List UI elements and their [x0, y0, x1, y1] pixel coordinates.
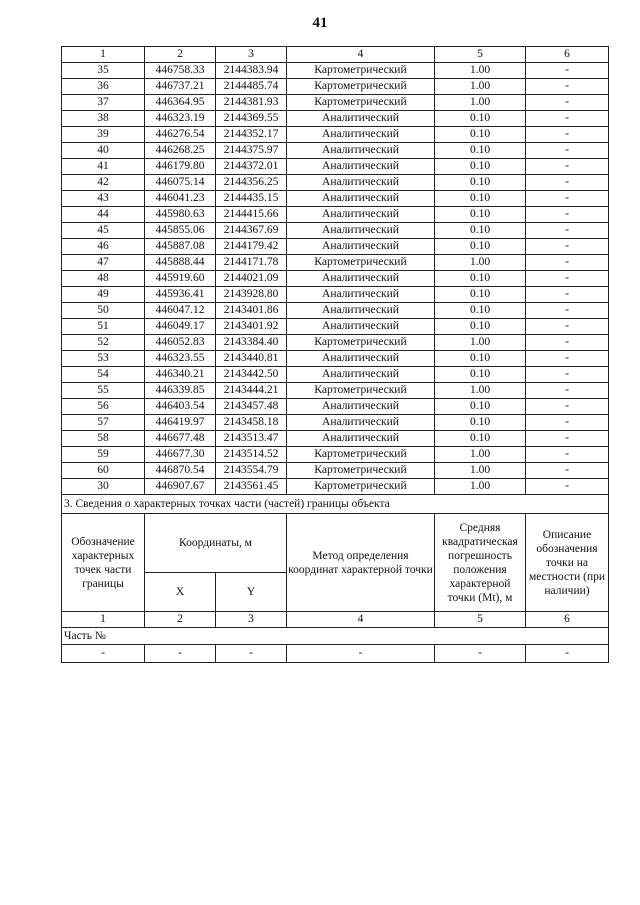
column-number: 6 — [526, 612, 609, 628]
point-number: 46 — [62, 239, 145, 255]
section-title-row — [62, 495, 609, 514]
description: - — [526, 367, 609, 383]
point-number: 53 — [62, 351, 145, 367]
table-row — [62, 335, 609, 351]
description: - — [526, 271, 609, 287]
table-row — [62, 111, 609, 127]
method: Аналитический — [287, 303, 435, 319]
description: - — [526, 447, 609, 463]
accuracy-mt: 0.10 — [435, 239, 526, 255]
accuracy-mt: 0.10 — [435, 111, 526, 127]
coord-y: 2143458.18 — [216, 415, 287, 431]
point-number: 59 — [62, 447, 145, 463]
table-row — [62, 191, 609, 207]
coord-x: 446052.83 — [145, 335, 216, 351]
table-row — [62, 287, 609, 303]
coord-y: 2143928.80 — [216, 287, 287, 303]
coord-y: 2143384.40 — [216, 335, 287, 351]
accuracy-mt: 0.10 — [435, 367, 526, 383]
description: - — [526, 383, 609, 399]
description: - — [526, 351, 609, 367]
table-row — [62, 351, 609, 367]
description: - — [526, 143, 609, 159]
point-number: 42 — [62, 175, 145, 191]
accuracy-mt: 0.10 — [435, 143, 526, 159]
coord-y: 2144383.94 — [216, 63, 287, 79]
section-title: 3. Сведения о характерных точках части (частей) границы объекта — [62, 495, 609, 514]
table-cell: - — [145, 645, 216, 663]
point-number: 35 — [62, 63, 145, 79]
table-row — [62, 463, 609, 479]
coord-y: 2144375.97 — [216, 143, 287, 159]
coord-x: 446276.54 — [145, 127, 216, 143]
method: Картометрический — [287, 383, 435, 399]
accuracy-mt: 0.10 — [435, 319, 526, 335]
description: - — [526, 463, 609, 479]
coord-x: 445980.63 — [145, 207, 216, 223]
method: Аналитический — [287, 351, 435, 367]
coord-x: 446758.33 — [145, 63, 216, 79]
coord-x: 446041.23 — [145, 191, 216, 207]
coord-y: 2143442.50 — [216, 367, 287, 383]
part-row — [62, 628, 609, 645]
table-row — [62, 255, 609, 271]
accuracy-mt: 1.00 — [435, 255, 526, 271]
coord-x: 446049.17 — [145, 319, 216, 335]
point-number: 52 — [62, 335, 145, 351]
table-cell: - — [62, 645, 145, 663]
column-number: 1 — [62, 612, 145, 628]
table-row — [62, 319, 609, 335]
point-number: 54 — [62, 367, 145, 383]
coord-y: 2144369.55 — [216, 111, 287, 127]
coord-x: 446364.95 — [145, 95, 216, 111]
method: Картометрический — [287, 95, 435, 111]
point-number: 40 — [62, 143, 145, 159]
table-row — [62, 79, 609, 95]
coord-y: 2144367.69 — [216, 223, 287, 239]
table-row — [62, 127, 609, 143]
accuracy-mt: 0.10 — [435, 207, 526, 223]
description: - — [526, 479, 609, 495]
method: Картометрический — [287, 63, 435, 79]
table-row — [62, 271, 609, 287]
coord-x: 446075.14 — [145, 175, 216, 191]
coord-y: 2144352.17 — [216, 127, 287, 143]
header-coordinates: Координаты, м — [145, 514, 287, 573]
method: Аналитический — [287, 207, 435, 223]
coord-y: 2144372.01 — [216, 159, 287, 175]
description: - — [526, 335, 609, 351]
point-number: 55 — [62, 383, 145, 399]
column-number: 4 — [287, 612, 435, 628]
table-cell: - — [526, 645, 609, 663]
method: Аналитический — [287, 239, 435, 255]
method: Аналитический — [287, 271, 435, 287]
column-number: 6 — [526, 47, 609, 63]
table-row — [62, 431, 609, 447]
table-cell: - — [287, 645, 435, 663]
coord-y: 2144485.74 — [216, 79, 287, 95]
point-number: 58 — [62, 431, 145, 447]
accuracy-mt: 1.00 — [435, 63, 526, 79]
point-number: 43 — [62, 191, 145, 207]
accuracy-mt: 1.00 — [435, 383, 526, 399]
description: - — [526, 207, 609, 223]
header-method: Метод определения координат характерной точки — [287, 514, 435, 612]
accuracy-mt: 0.10 — [435, 271, 526, 287]
description: - — [526, 191, 609, 207]
header-x: X — [145, 573, 216, 612]
accuracy-mt: 0.10 — [435, 127, 526, 143]
section-column-number-row — [62, 612, 609, 628]
accuracy-mt: 0.10 — [435, 223, 526, 239]
accuracy-mt: 1.00 — [435, 95, 526, 111]
description: - — [526, 127, 609, 143]
coord-x: 445855.06 — [145, 223, 216, 239]
coord-x: 446419.97 — [145, 415, 216, 431]
column-number: 2 — [145, 47, 216, 63]
method: Аналитический — [287, 319, 435, 335]
page-number: 41 — [312, 15, 328, 31]
coord-y: 2144021.09 — [216, 271, 287, 287]
method: Картометрический — [287, 479, 435, 495]
point-number: 51 — [62, 319, 145, 335]
point-number: 36 — [62, 79, 145, 95]
point-number: 45 — [62, 223, 145, 239]
coord-x: 446323.19 — [145, 111, 216, 127]
coord-y: 2144356.25 — [216, 175, 287, 191]
coord-x: 446737.21 — [145, 79, 216, 95]
column-number-row — [62, 47, 609, 63]
point-number: 49 — [62, 287, 145, 303]
coord-x: 445919.60 — [145, 271, 216, 287]
coord-x: 445887.08 — [145, 239, 216, 255]
point-number: 38 — [62, 111, 145, 127]
table-row — [62, 223, 609, 239]
coord-x: 446677.30 — [145, 447, 216, 463]
description: - — [526, 223, 609, 239]
method: Аналитический — [287, 143, 435, 159]
accuracy-mt: 0.10 — [435, 287, 526, 303]
coord-y: 2143401.92 — [216, 319, 287, 335]
table-row — [62, 303, 609, 319]
point-number: 37 — [62, 95, 145, 111]
method: Картометрический — [287, 447, 435, 463]
coord-y: 2143457.48 — [216, 399, 287, 415]
description: - — [526, 399, 609, 415]
coord-y: 2143514.52 — [216, 447, 287, 463]
coord-y: 2143401.86 — [216, 303, 287, 319]
point-number: 60 — [62, 463, 145, 479]
coord-y: 2144171.78 — [216, 255, 287, 271]
accuracy-mt: 0.10 — [435, 159, 526, 175]
description: - — [526, 303, 609, 319]
part-label: Часть № — [62, 628, 609, 645]
description: - — [526, 255, 609, 271]
coord-y: 2143444.21 — [216, 383, 287, 399]
accuracy-mt: 1.00 — [435, 479, 526, 495]
coord-x: 446339.85 — [145, 383, 216, 399]
coord-x: 446323.55 — [145, 351, 216, 367]
accuracy-mt: 0.10 — [435, 191, 526, 207]
coord-y: 2143554.79 — [216, 463, 287, 479]
point-number: 56 — [62, 399, 145, 415]
coord-y: 2144179.42 — [216, 239, 287, 255]
table-cell: - — [216, 645, 287, 663]
method: Аналитический — [287, 287, 435, 303]
description: - — [526, 239, 609, 255]
table-row — [62, 63, 609, 79]
description: - — [526, 175, 609, 191]
accuracy-mt: 1.00 — [435, 335, 526, 351]
description: - — [526, 415, 609, 431]
table-row — [62, 159, 609, 175]
table-row — [62, 143, 609, 159]
description: - — [526, 95, 609, 111]
description: - — [526, 79, 609, 95]
accuracy-mt: 1.00 — [435, 79, 526, 95]
table-row — [62, 175, 609, 191]
method: Картометрический — [287, 463, 435, 479]
coord-y: 2144435.15 — [216, 191, 287, 207]
column-number: 3 — [216, 612, 287, 628]
method: Картометрический — [287, 335, 435, 351]
coord-x: 445936.41 — [145, 287, 216, 303]
header-description: Описание обозначения точки на местности (при наличии) — [526, 514, 609, 612]
header-y: Y — [216, 573, 287, 612]
column-number: 5 — [435, 612, 526, 628]
table-row — [62, 383, 609, 399]
accuracy-mt: 0.10 — [435, 415, 526, 431]
empty-row — [62, 645, 609, 663]
accuracy-mt: 1.00 — [435, 447, 526, 463]
accuracy-mt: 1.00 — [435, 463, 526, 479]
table-row — [62, 95, 609, 111]
coord-x: 446047.12 — [145, 303, 216, 319]
method: Аналитический — [287, 415, 435, 431]
accuracy-mt: 0.10 — [435, 351, 526, 367]
method: Аналитический — [287, 223, 435, 239]
point-number: 41 — [62, 159, 145, 175]
method: Аналитический — [287, 111, 435, 127]
coord-x: 446340.21 — [145, 367, 216, 383]
table-row — [62, 479, 609, 495]
coord-y: 2143513.47 — [216, 431, 287, 447]
header-error: Средняя квадратическая погрешность положения характерной точки (Mt), м — [435, 514, 526, 612]
accuracy-mt: 0.10 — [435, 175, 526, 191]
method: Аналитический — [287, 159, 435, 175]
description: - — [526, 159, 609, 175]
section-header-row — [62, 514, 609, 573]
column-number: 2 — [145, 612, 216, 628]
coord-y: 2144415.66 — [216, 207, 287, 223]
boundary-points-table — [61, 46, 609, 663]
table-row — [62, 207, 609, 223]
method: Аналитический — [287, 191, 435, 207]
point-number: 44 — [62, 207, 145, 223]
column-number: 4 — [287, 47, 435, 63]
method: Картометрический — [287, 79, 435, 95]
column-number: 1 — [62, 47, 145, 63]
table-row — [62, 447, 609, 463]
method: Аналитический — [287, 127, 435, 143]
coord-x: 446870.54 — [145, 463, 216, 479]
accuracy-mt: 0.10 — [435, 399, 526, 415]
table-cell: - — [435, 645, 526, 663]
point-number: 50 — [62, 303, 145, 319]
coord-y: 2144381.93 — [216, 95, 287, 111]
accuracy-mt: 0.10 — [435, 303, 526, 319]
point-number: 30 — [62, 479, 145, 495]
coord-y: 2143561.45 — [216, 479, 287, 495]
coord-x: 446268.25 — [145, 143, 216, 159]
point-number: 47 — [62, 255, 145, 271]
header-designation: Обозначение характерных точек части границы — [62, 514, 145, 612]
coord-x: 446179.80 — [145, 159, 216, 175]
coord-x: 446907.67 — [145, 479, 216, 495]
coord-x: 446403.54 — [145, 399, 216, 415]
method: Аналитический — [287, 399, 435, 415]
coord-y: 2143440.81 — [216, 351, 287, 367]
description: - — [526, 319, 609, 335]
table-row — [62, 239, 609, 255]
method: Аналитический — [287, 175, 435, 191]
table-row — [62, 367, 609, 383]
method: Картометрический — [287, 255, 435, 271]
description: - — [526, 287, 609, 303]
description: - — [526, 63, 609, 79]
coord-x: 445888.44 — [145, 255, 216, 271]
column-number: 3 — [216, 47, 287, 63]
description: - — [526, 431, 609, 447]
coord-x: 446677.48 — [145, 431, 216, 447]
column-number: 5 — [435, 47, 526, 63]
accuracy-mt: 0.10 — [435, 431, 526, 447]
point-number: 48 — [62, 271, 145, 287]
table-row — [62, 399, 609, 415]
point-number: 39 — [62, 127, 145, 143]
point-number: 57 — [62, 415, 145, 431]
method: Аналитический — [287, 431, 435, 447]
method: Аналитический — [287, 367, 435, 383]
description: - — [526, 111, 609, 127]
table-row — [62, 415, 609, 431]
